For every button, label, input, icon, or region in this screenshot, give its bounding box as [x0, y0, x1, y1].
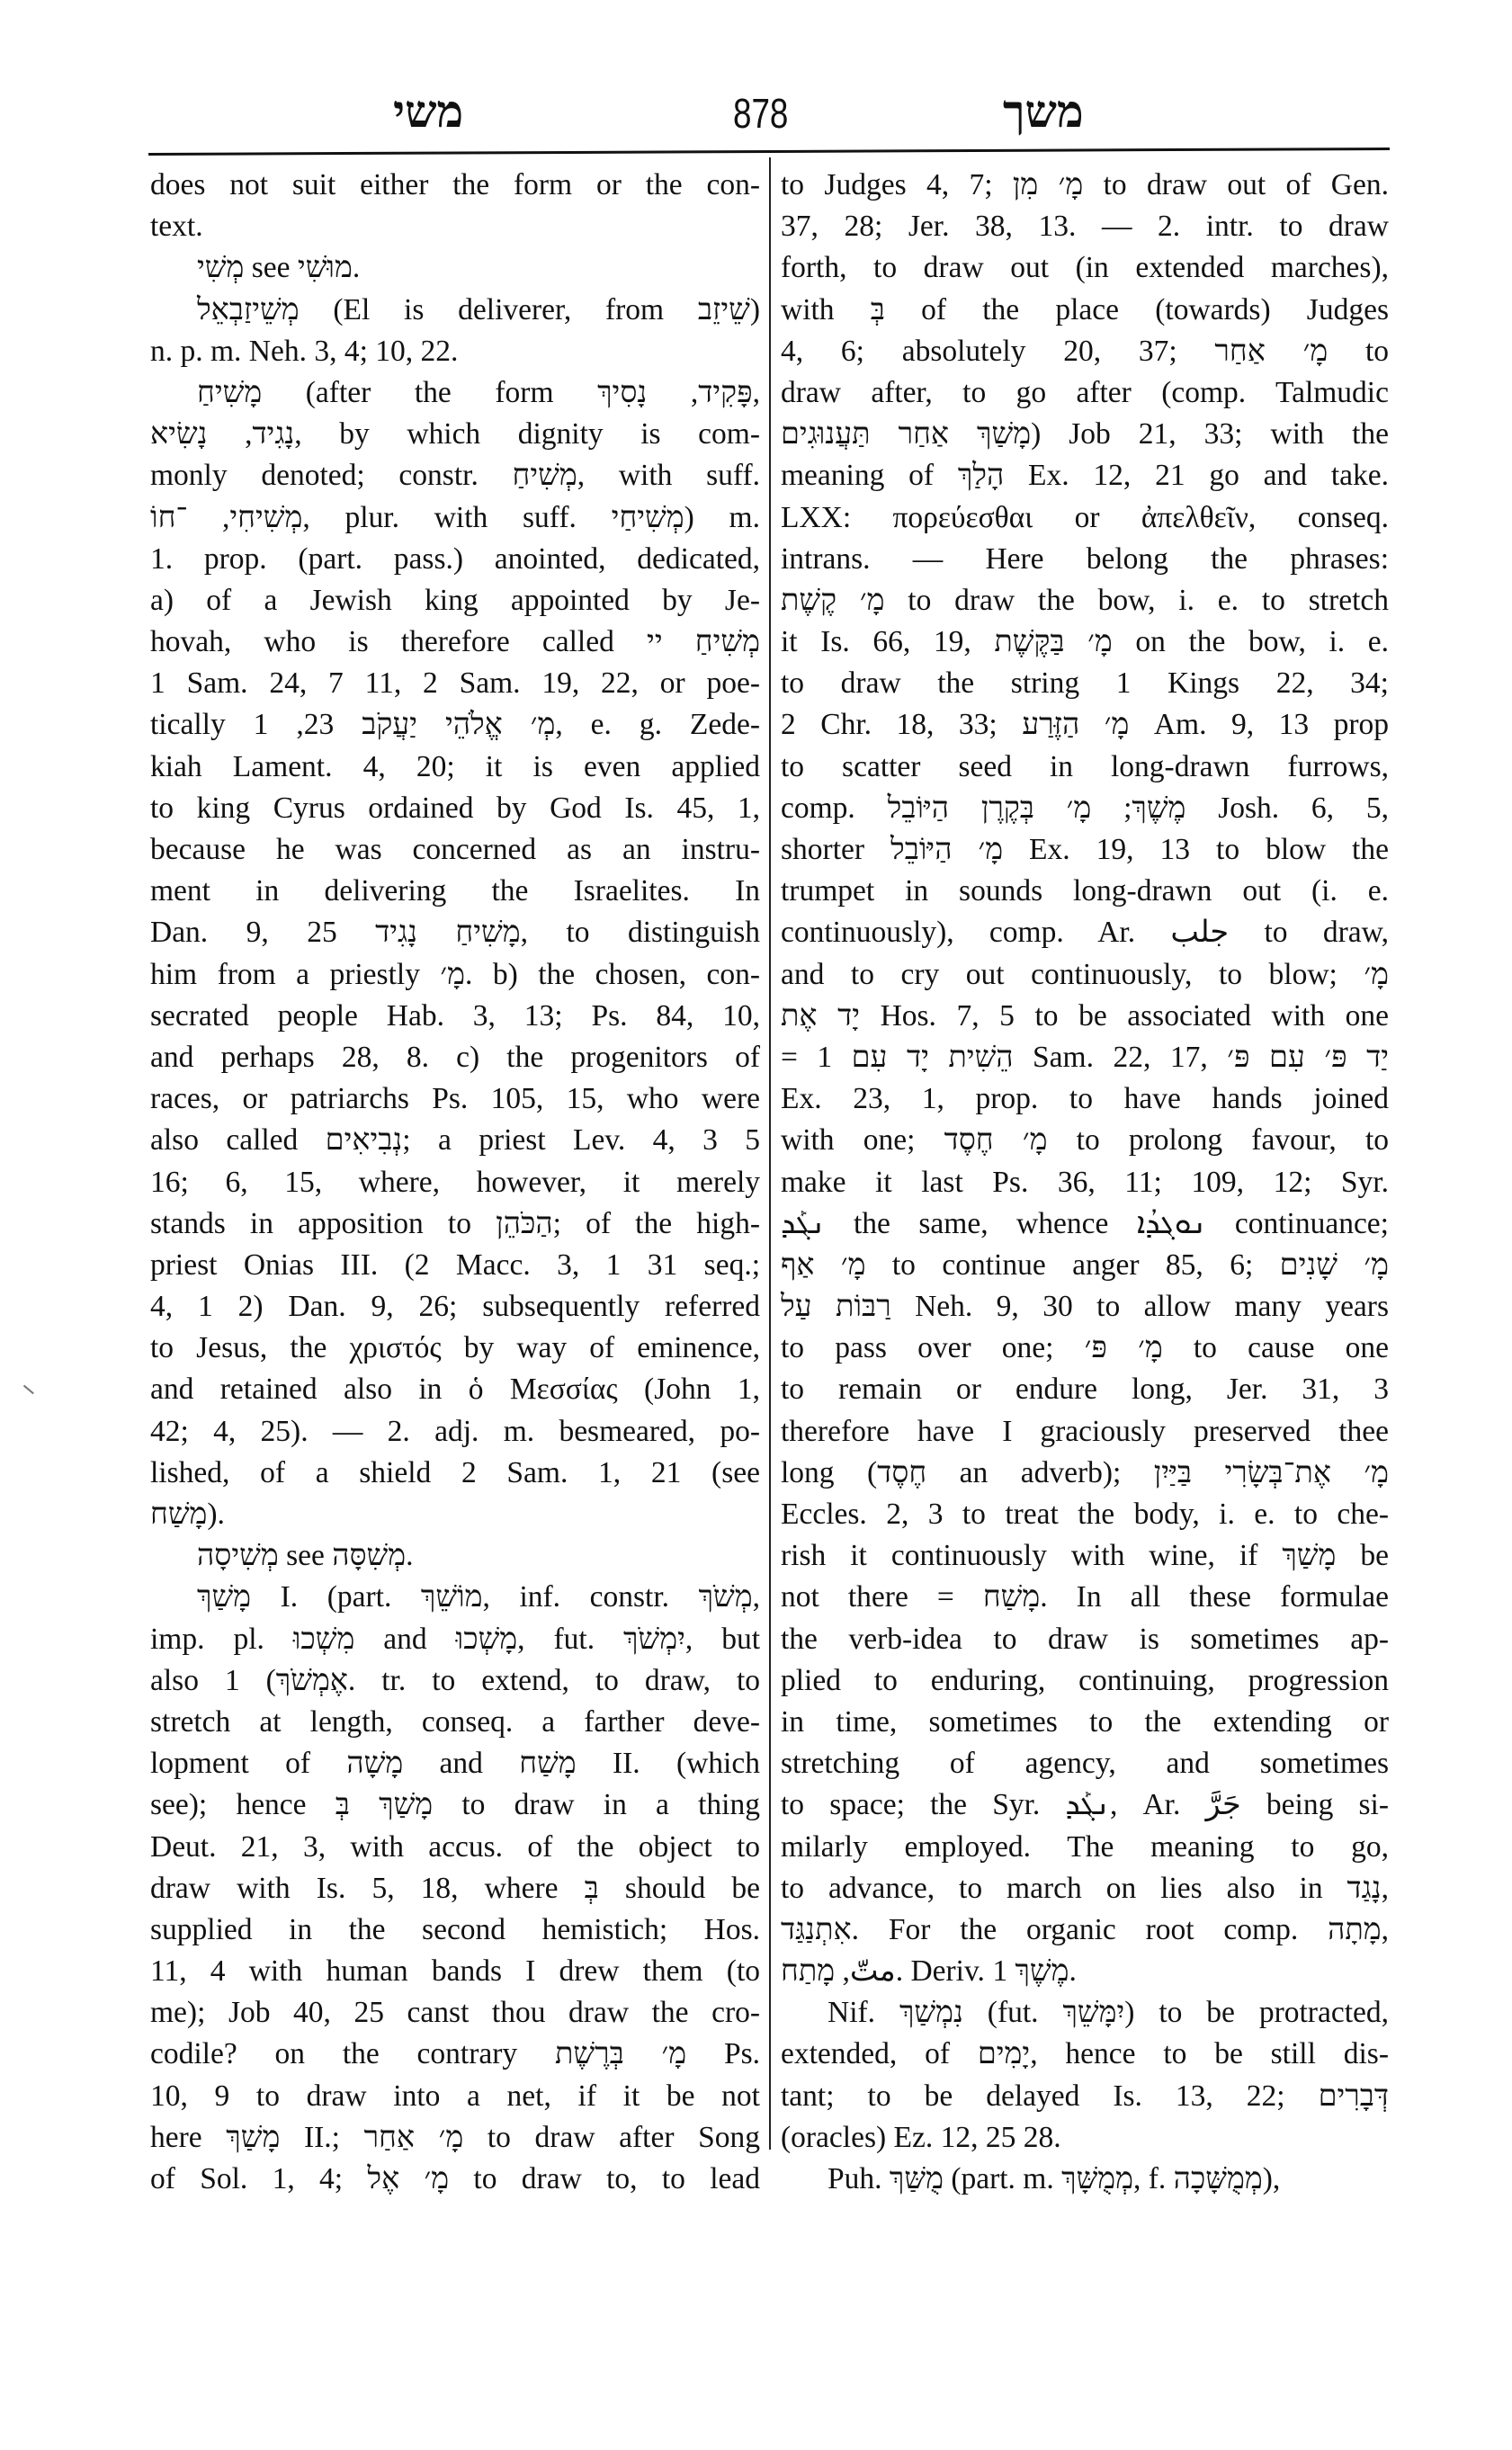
text-line: does not suit either the form or the con- — [150, 168, 760, 201]
text-line: LXX: πορεύεσθαι or ἀπελθεῖν, conseq. — [781, 500, 1389, 534]
text-line: extended, of יָמִים, hence to be still dis- — [781, 2037, 1389, 2071]
text-line: because he was concerned as an instru- — [150, 833, 760, 866]
text-line: מְשִׁיחִי, ־חוֹ, plur. with suff. מְשִׁיחַי) m. — [150, 500, 760, 534]
text-line: plied to enduring, continuing, progression — [781, 1663, 1389, 1697]
text-line: متّ, מָתַח. Deriv. מֶשֶׁךְ 1. — [781, 1954, 1077, 1989]
text-line: hovah, who is therefore called מְשִׁיחַ יי — [150, 625, 760, 659]
text-line: priest Onias III. (2 Macc. 3, 1 31 seq.; — [150, 1247, 760, 1282]
text-line: Deut. 21, 3, with accus. of the object to — [150, 1829, 760, 1864]
right-guide-word: משך — [1003, 86, 1084, 137]
text-line: of Sol. 1, 4; מָ׳ אֶל to draw to, to lead — [150, 2162, 760, 2195]
text-line: a) of a Jewish king appointed by Je- — [150, 583, 760, 617]
text-line: 42; 4, 25). — 2. adj. m. besmeared, po- — [150, 1414, 760, 1448]
text-line: יָד אֶת Hos. 7, 5 to be associated with one — [781, 998, 1389, 1033]
text-line: to space; the Syr. ܢܓܰܕ, Ar. جَرَّ being si- — [781, 1788, 1389, 1822]
text-line: milarly employed. The meaning to go, — [781, 1829, 1389, 1864]
text-line: 37, 28; Jer. 38, 13. — 2. intr. to draw — [781, 210, 1389, 244]
text-line: and retained also in ὁ Μεσσίας (John 1, — [150, 1373, 760, 1407]
text-line: to Judges 4, 7; מָ׳ מִן to draw out of Gen. — [781, 168, 1389, 201]
text-line: monly denoted; constr. מְשִׁיחַ, with suff. — [150, 459, 760, 493]
text-line: me); Job 40, 25 canst thou draw the cro- — [150, 1996, 760, 2030]
margin-mark — [23, 1385, 34, 1394]
text-line: races, or patriarchs Ps. 105, 15, who were — [150, 1082, 760, 1116]
text-line: lished, of a shield 2 Sam. 1, 21 (see — [150, 1455, 760, 1489]
text-line: stands in apposition to הַכֹּהֵן; of the high- — [150, 1206, 760, 1240]
text-line: text. — [150, 210, 203, 244]
text-line: supplied in the second hemistich; Hos. — [150, 1912, 760, 1946]
text-line: Dan. 9, 25 מָשִׁיחַ נָגִיד, to distinguish — [150, 916, 760, 950]
text-line: Ex. 23, 1, prop. to have hands joined — [781, 1082, 1389, 1116]
text-line: 4, 1 2) Dan. 9, 26; subsequently referred — [150, 1290, 760, 1324]
text-line: trumpet in sounds long-drawn out (i. e. — [781, 874, 1389, 908]
text-line: shorter מָ׳ הַיּוֹבֵל Ex. 19, 13 to blow the — [781, 833, 1389, 866]
text-line: נָגִיד, נָשִׂיא, by which dignity is com- — [150, 417, 760, 452]
page-number: 878 — [733, 90, 789, 137]
text-line: also called נְבִיאִים; a priest Lev. 4, 3 5 — [150, 1123, 760, 1158]
right-column — [781, 165, 1389, 2200]
text-line: draw with Is. 5, 18, where בְּ should be — [150, 1871, 760, 1905]
column-divider — [769, 157, 771, 2150]
text-line: in time, sometimes to the extending or — [781, 1704, 1389, 1739]
text-line: 1. prop. (part. pass.) anointed, dedicated, — [150, 541, 760, 576]
entry-line: Puh. מֻשַּׁךְ (part. m. מְמֻשָּׁךְ, f. מְמֻשָּׁכָה), — [828, 2162, 1281, 2195]
text-line: Eccles. 2, 3 to treat the body, i. e. to che- — [781, 1498, 1389, 1531]
text-line: to king Cyrus ordained by God Is. 45, 1, — [150, 791, 760, 825]
text-line: מָ׳ קֶשֶׁת to draw the bow, i. e. to stretch — [781, 583, 1390, 617]
text-line: stretch at length, conseq. a farther deve- — [150, 1704, 760, 1739]
text-line: lopment of מָשָׁה and מָשַׁח II. (which — [150, 1747, 760, 1781]
text-line: intrans. — Here belong the phrases: — [781, 541, 1389, 576]
text-line: ment in delivering the Israelites. In — [150, 874, 760, 908]
text-line: codile? on the contrary מָ׳ בְּרֶשֶׁת Ps. — [150, 2037, 760, 2071]
text-line: 4, 6; absolutely 20, 37; מָ׳ אַחַר to — [781, 334, 1389, 368]
text-line: long (חֶסֶד an adverb); מָ׳ אֶת־בְּשָׂרִי בַּיַּיִן — [781, 1455, 1389, 1489]
text-line: imp. pl. מִשְׁכוּ and מָשְׁכוּ, fut. יִמְשֹׁךְ, but — [150, 1622, 761, 1656]
text-line: מָשַׁךְ אַחַר תַּעֲנוּגִים) Job 21, 33; with the — [781, 417, 1389, 452]
text-line: אִתְנַגַּד. For the organic root comp. מָתָה, — [781, 1912, 1389, 1946]
text-line: draw after, to go after (comp. Talmudic — [781, 375, 1389, 409]
entry-line: מְשֵׁיזַבְאֵל (El is deliverer, from שֵׁיזֵב) — [197, 292, 760, 326]
text-line: 10, 9 to draw into a net, if it be not — [150, 2079, 760, 2113]
text-line: 2 Chr. 18, 33; מָ׳ הַזֶּרַע Am. 9, 13 prop — [781, 708, 1389, 742]
text-line: stretching of agency, and sometimes — [781, 1747, 1389, 1781]
text-line: to advance, to march on lies also in נָגַד, — [781, 1871, 1389, 1905]
text-line: see); hence מָשַׁךְ בְּ to draw in a thing — [150, 1788, 760, 1822]
text-line: not there = מָשַׁח. In all these formulae — [781, 1580, 1390, 1614]
entry-line: Nif. נִמְשַׁךְ (fut. יִמָּשֵׁךְ) to be protracted, — [828, 1996, 1389, 2030]
entry-line: מְשִׁיסָה see מְשִׁסָּה. — [197, 1539, 414, 1573]
left-guide-word: משי — [393, 86, 464, 137]
text-line: to draw the string 1 Kings 22, 34; — [781, 666, 1389, 701]
text-line: the verb-idea to draw is sometimes ap- — [781, 1622, 1389, 1656]
text-line: kiah Lament. 4, 20; it is even applied — [150, 749, 760, 783]
text-line: = הֵשִׁית יָד עִם 1 Sam. 22, 17, יַד פּ׳ עִם פּ׳ — [781, 1040, 1389, 1074]
text-line: 16; 6, 15, where, however, it merely — [150, 1165, 760, 1199]
entry-line: מָשִׁיחַ (after the form פָּקִיד, נָסִיךְ, — [197, 375, 760, 409]
text-line: rish it continuously with wine, if מָשַׁךְ be — [781, 1539, 1389, 1573]
text-line: make it last Ps. 36, 11; 109, 12; Syr. — [781, 1165, 1389, 1199]
text-line: tant; to be delayed Is. 13, 22; דְּבָרִים — [781, 2079, 1389, 2113]
text-line: therefore have I graciously preserved thee — [781, 1414, 1389, 1448]
text-line: secrated people Hab. 3, 13; Ps. 84, 10, — [150, 998, 760, 1033]
text-line: רַבּוֹת עַל Neh. 9, 30 to allow many years — [781, 1290, 1389, 1324]
text-line: also אֶמְשֹׁךְ) 1. tr. to extend, to draw, to — [150, 1663, 761, 1697]
text-line: 11, 4 with human bands I drew them (to — [150, 1954, 760, 1989]
text-line: מָשַׁח). — [150, 1498, 225, 1531]
text-line: (oracles) Ez. 12, 25 28. — [781, 2120, 1061, 2154]
text-line: to pass over one; מָ׳ פּ׳ to cause one — [781, 1331, 1390, 1365]
entry-line: מָשַׁךְ I. (part. מוֹשֵׁךְ, inf. constr. מְשֹׁךְ, — [197, 1580, 760, 1614]
text-line: with one; מָ׳ חֶסֶד to prolong favour, to — [781, 1123, 1390, 1158]
left-column — [150, 165, 760, 2200]
entry-line: מְשִׁי see מוּשִׁי. — [197, 251, 361, 285]
text-line: to scatter seed in long-drawn furrows, — [781, 749, 1389, 783]
text-line: ܢܓܰܕ the same, whence ܢܘܓܕܳܐ continuance; — [781, 1206, 1389, 1240]
text-line: to Jesus, the χριστός by way of eminence, — [150, 1331, 760, 1365]
text-line: him from a priestly מָ׳. b) the chosen, con- — [150, 957, 760, 991]
text-line: מָ׳ אַף to continue anger 85, 6; מָ׳ שָׁנִים — [781, 1247, 1389, 1282]
text-line: and to cry out continuously, to blow; מָ׳ — [781, 957, 1389, 991]
text-line: continuously), comp. Ar. جلب to draw, — [781, 916, 1389, 950]
text-line: here מָשַׁךְ II.; מָ׳ אַחַר to draw after Song — [150, 2120, 761, 2154]
page-header — [148, 85, 1390, 156]
text-line: 1 Sam. 24, 7 11, 2 Sam. 19, 22, or poe- — [150, 666, 760, 701]
text-line: to remain or endure long, Jer. 31, 3 — [781, 1373, 1389, 1407]
text-line: it Is. 66, 19, מָ׳ בַּקֶּשֶׁת on the bow, i. e. — [781, 625, 1389, 659]
text-line: forth, to draw out (in extended marches), — [781, 251, 1389, 285]
text-line: comp. מֶשֶׁךְ; מָ׳ בְּקֶרֶן הַיּוֹבֵל Josh. 6, 5, — [781, 791, 1389, 825]
text-line: n. p. m. Neh. 3, 4; 10, 22. — [150, 334, 459, 368]
text-line: tically מְ׳ אֱלֹהֵי יַעֲקֹב 23, 1, e. g. Zede- — [150, 708, 761, 742]
text-line: with בְּ of the place (towards) Judges — [781, 292, 1389, 326]
text-line: meaning of הָלַךְ Ex. 12, 21 go and take. — [781, 459, 1389, 493]
text-line: and perhaps 28, 8. c) the progenitors of — [150, 1040, 760, 1074]
